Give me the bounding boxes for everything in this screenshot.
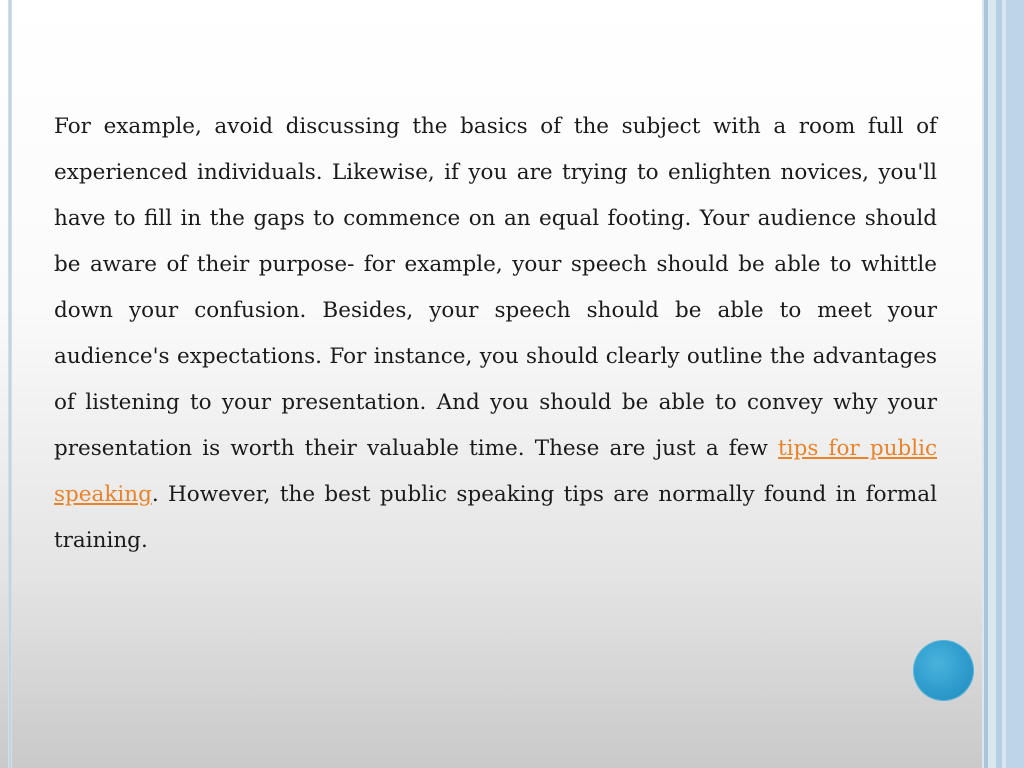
- paragraph-text-before-link: For example, avoid discussing the basics of the subject with a room full of experienced individuals. Likewise, if you are trying to enlighten novices, you'll have to fill in the gaps to commence on an equal footing. Your audience should be aware of their purpose- for example, your speech should be able to whittle down your confusion. Besides, your speech should be able to meet your audience's expectations. For instance, you should clearly outline the advantages of listening to your presentation. And you should be able to convey why your presentation is worth their valuable time. These are just a few: [54, 114, 937, 461]
- body-paragraph: [54, 104, 937, 564]
- paragraph-text-after-link: . However, the best public speaking tips are normally found in formal training.: [54, 482, 937, 553]
- public-speaking-tips-link[interactable]: tips for public speaking: [54, 436, 937, 507]
- right-side-bar-stripe: [984, 0, 988, 768]
- right-side-bar-stripe: [1006, 0, 1024, 768]
- decorative-circle: [913, 640, 974, 701]
- left-border-line: [8, 0, 12, 768]
- right-side-bar-stripe: [996, 0, 1002, 768]
